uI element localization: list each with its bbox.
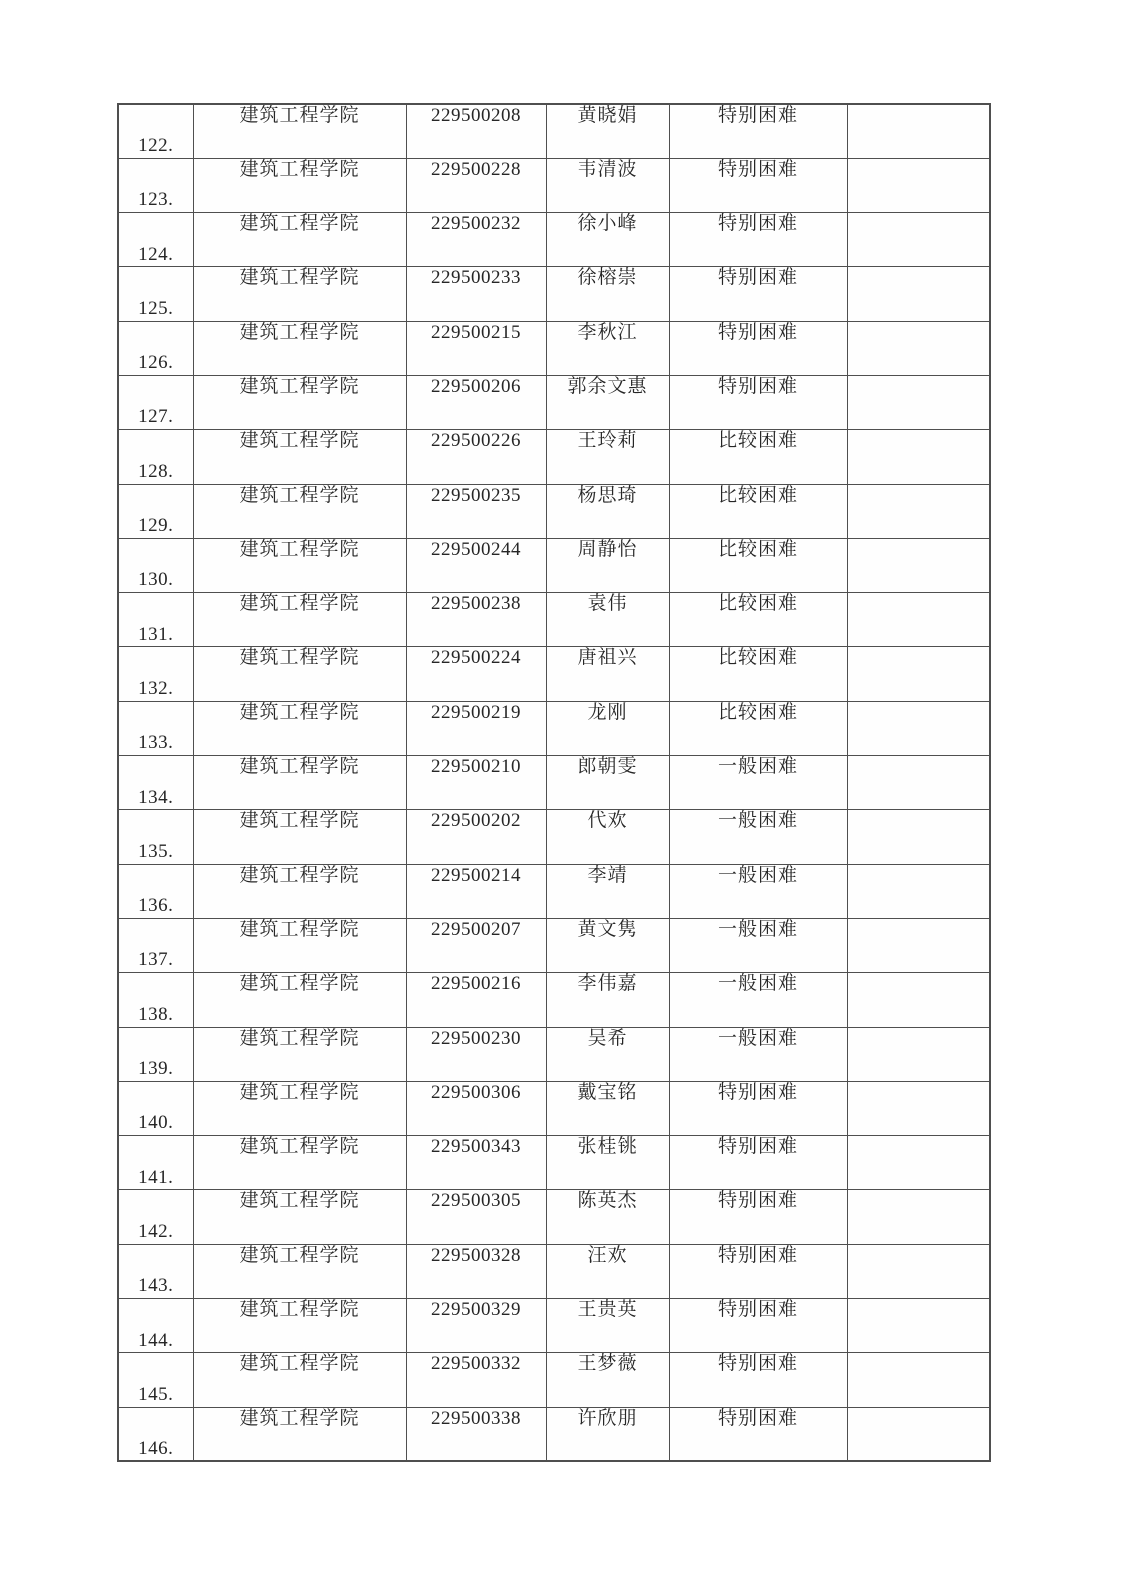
- row-index-cell: 123.: [118, 158, 193, 212]
- row-index-cell: 133.: [118, 701, 193, 755]
- remark-cell: [847, 375, 990, 429]
- difficulty-cell: 比较困难: [669, 593, 847, 647]
- row-index-cell: 125.: [118, 267, 193, 321]
- remark-cell: [847, 484, 990, 538]
- remark-cell: [847, 864, 990, 918]
- table-row: [118, 1407, 990, 1461]
- row-index-cell: 142.: [118, 1190, 193, 1244]
- student-id-cell: 229500207: [406, 918, 546, 972]
- remark-cell: [847, 701, 990, 755]
- table-row: [118, 593, 990, 647]
- student-name-cell: 郎朝雯: [546, 756, 669, 810]
- row-index-cell: 126.: [118, 321, 193, 375]
- remark-cell: [847, 918, 990, 972]
- difficulty-cell: 特别困难: [669, 1407, 847, 1461]
- remark-cell: [847, 321, 990, 375]
- student-name-cell: 徐小峰: [546, 213, 669, 267]
- college-cell: 建筑工程学院: [193, 375, 406, 429]
- row-index-cell: 136.: [118, 864, 193, 918]
- table-row: [118, 647, 990, 701]
- row-index-cell: 124.: [118, 213, 193, 267]
- table-row: [118, 267, 990, 321]
- difficulty-cell: 一般困难: [669, 864, 847, 918]
- student-name-cell: 王玲莉: [546, 430, 669, 484]
- row-index-cell: 139.: [118, 1027, 193, 1081]
- table-row: [118, 104, 990, 158]
- difficulty-cell: 特别困难: [669, 213, 847, 267]
- student-name-cell: 陈英杰: [546, 1190, 669, 1244]
- remark-cell: [847, 267, 990, 321]
- student-id-cell: 229500208: [406, 104, 546, 158]
- student-id-cell: 229500215: [406, 321, 546, 375]
- difficulty-cell: 比较困难: [669, 538, 847, 592]
- table-row: [118, 1244, 990, 1298]
- remark-cell: [847, 430, 990, 484]
- college-cell: 建筑工程学院: [193, 104, 406, 158]
- college-cell: 建筑工程学院: [193, 810, 406, 864]
- table-row: [118, 756, 990, 810]
- student-id-cell: 229500226: [406, 430, 546, 484]
- student-id-cell: 229500216: [406, 973, 546, 1027]
- student-id-cell: 229500233: [406, 267, 546, 321]
- difficulty-cell: 比较困难: [669, 647, 847, 701]
- table-row: [118, 158, 990, 212]
- remark-cell: [847, 104, 990, 158]
- student-name-cell: 李靖: [546, 864, 669, 918]
- college-cell: 建筑工程学院: [193, 864, 406, 918]
- table-row: [118, 430, 990, 484]
- student-id-cell: 229500230: [406, 1027, 546, 1081]
- row-index-cell: 143.: [118, 1244, 193, 1298]
- college-cell: 建筑工程学院: [193, 756, 406, 810]
- difficulty-cell: 一般困难: [669, 1027, 847, 1081]
- student-name-cell: 郭余文惠: [546, 375, 669, 429]
- student-name-cell: 黄文隽: [546, 918, 669, 972]
- student-name-cell: 韦清波: [546, 158, 669, 212]
- remark-cell: [847, 647, 990, 701]
- student-id-cell: 229500343: [406, 1136, 546, 1190]
- remark-cell: [847, 810, 990, 864]
- difficulty-cell: 特别困难: [669, 267, 847, 321]
- table-row: [118, 538, 990, 592]
- table-row: [118, 1136, 990, 1190]
- college-cell: 建筑工程学院: [193, 1136, 406, 1190]
- remark-cell: [847, 158, 990, 212]
- difficulty-cell: 特别困难: [669, 1299, 847, 1353]
- student-name-cell: 戴宝铭: [546, 1081, 669, 1135]
- student-name-cell: 杨思琦: [546, 484, 669, 538]
- table-row: [118, 484, 990, 538]
- remark-cell: [847, 756, 990, 810]
- row-index-cell: 132.: [118, 647, 193, 701]
- student-name-cell: 唐祖兴: [546, 647, 669, 701]
- row-index-cell: 131.: [118, 593, 193, 647]
- difficulty-cell: 特别困难: [669, 1190, 847, 1244]
- table-row: [118, 213, 990, 267]
- remark-cell: [847, 538, 990, 592]
- college-cell: 建筑工程学院: [193, 1027, 406, 1081]
- remark-cell: [847, 1136, 990, 1190]
- difficulty-cell: 一般困难: [669, 973, 847, 1027]
- student-id-cell: 229500306: [406, 1081, 546, 1135]
- student-id-cell: 229500329: [406, 1299, 546, 1353]
- row-index-cell: 145.: [118, 1353, 193, 1407]
- difficulty-cell: 比较困难: [669, 484, 847, 538]
- remark-cell: [847, 1407, 990, 1461]
- difficulty-cell: 特别困难: [669, 1353, 847, 1407]
- student-id-cell: 229500228: [406, 158, 546, 212]
- table-row: [118, 1027, 990, 1081]
- row-index-cell: 138.: [118, 973, 193, 1027]
- table-row: [118, 864, 990, 918]
- table-row: [118, 918, 990, 972]
- difficulty-cell: 比较困难: [669, 701, 847, 755]
- student-name-cell: 周静怡: [546, 538, 669, 592]
- student-name-cell: 龙刚: [546, 701, 669, 755]
- student-id-cell: 229500244: [406, 538, 546, 592]
- difficulty-cell: 一般困难: [669, 810, 847, 864]
- college-cell: 建筑工程学院: [193, 321, 406, 375]
- student-name-cell: 徐榕崇: [546, 267, 669, 321]
- college-cell: 建筑工程学院: [193, 1081, 406, 1135]
- table-row: [118, 1299, 990, 1353]
- college-cell: 建筑工程学院: [193, 973, 406, 1027]
- college-cell: 建筑工程学院: [193, 1190, 406, 1244]
- student-id-cell: 229500328: [406, 1244, 546, 1298]
- row-index-cell: 130.: [118, 538, 193, 592]
- row-index-cell: 134.: [118, 756, 193, 810]
- student-id-cell: 229500232: [406, 213, 546, 267]
- student-id-cell: 229500238: [406, 593, 546, 647]
- student-name-cell: 许欣朋: [546, 1407, 669, 1461]
- student-id-cell: 229500202: [406, 810, 546, 864]
- student-id-cell: 229500338: [406, 1407, 546, 1461]
- student-name-cell: 黄晓娟: [546, 104, 669, 158]
- difficulty-cell: 特别困难: [669, 375, 847, 429]
- student-table-body: [118, 104, 990, 1461]
- college-cell: 建筑工程学院: [193, 1407, 406, 1461]
- college-cell: 建筑工程学院: [193, 267, 406, 321]
- student-id-cell: 229500214: [406, 864, 546, 918]
- college-cell: 建筑工程学院: [193, 430, 406, 484]
- student-id-cell: 229500224: [406, 647, 546, 701]
- student-name-cell: 李秋江: [546, 321, 669, 375]
- college-cell: 建筑工程学院: [193, 593, 406, 647]
- student-aid-table: [117, 103, 991, 1462]
- college-cell: 建筑工程学院: [193, 484, 406, 538]
- table-row: [118, 375, 990, 429]
- difficulty-cell: 特别困难: [669, 1136, 847, 1190]
- student-name-cell: 代欢: [546, 810, 669, 864]
- student-name-cell: 张桂铫: [546, 1136, 669, 1190]
- table-row: [118, 321, 990, 375]
- row-index-cell: 122.: [118, 104, 193, 158]
- student-name-cell: 李伟嘉: [546, 973, 669, 1027]
- student-id-cell: 229500235: [406, 484, 546, 538]
- student-id-cell: 229500206: [406, 375, 546, 429]
- remark-cell: [847, 1299, 990, 1353]
- remark-cell: [847, 213, 990, 267]
- remark-cell: [847, 1190, 990, 1244]
- remark-cell: [847, 1244, 990, 1298]
- remark-cell: [847, 593, 990, 647]
- student-name-cell: 吴希: [546, 1027, 669, 1081]
- row-index-cell: 129.: [118, 484, 193, 538]
- remark-cell: [847, 1081, 990, 1135]
- student-id-cell: 229500332: [406, 1353, 546, 1407]
- student-name-cell: 王梦薇: [546, 1353, 669, 1407]
- college-cell: 建筑工程学院: [193, 538, 406, 592]
- student-id-cell: 229500305: [406, 1190, 546, 1244]
- table-row: [118, 1081, 990, 1135]
- difficulty-cell: 一般困难: [669, 918, 847, 972]
- difficulty-cell: 特别困难: [669, 1081, 847, 1135]
- difficulty-cell: 特别困难: [669, 1244, 847, 1298]
- college-cell: 建筑工程学院: [193, 918, 406, 972]
- row-index-cell: 140.: [118, 1081, 193, 1135]
- difficulty-cell: 特别困难: [669, 158, 847, 212]
- row-index-cell: 141.: [118, 1136, 193, 1190]
- student-id-cell: 229500210: [406, 756, 546, 810]
- difficulty-cell: 特别困难: [669, 104, 847, 158]
- student-name-cell: 汪欢: [546, 1244, 669, 1298]
- table-row: [118, 1353, 990, 1407]
- difficulty-cell: 比较困难: [669, 430, 847, 484]
- row-index-cell: 144.: [118, 1299, 193, 1353]
- row-index-cell: 128.: [118, 430, 193, 484]
- college-cell: 建筑工程学院: [193, 701, 406, 755]
- remark-cell: [847, 973, 990, 1027]
- row-index-cell: 135.: [118, 810, 193, 864]
- remark-cell: [847, 1353, 990, 1407]
- table-row: [118, 701, 990, 755]
- college-cell: 建筑工程学院: [193, 1244, 406, 1298]
- student-name-cell: 王贵英: [546, 1299, 669, 1353]
- college-cell: 建筑工程学院: [193, 647, 406, 701]
- college-cell: 建筑工程学院: [193, 1299, 406, 1353]
- difficulty-cell: 特别困难: [669, 321, 847, 375]
- row-index-cell: 137.: [118, 918, 193, 972]
- remark-cell: [847, 1027, 990, 1081]
- table-row: [118, 1190, 990, 1244]
- table-row: [118, 973, 990, 1027]
- college-cell: 建筑工程学院: [193, 213, 406, 267]
- row-index-cell: 146.: [118, 1407, 193, 1461]
- college-cell: 建筑工程学院: [193, 158, 406, 212]
- college-cell: 建筑工程学院: [193, 1353, 406, 1407]
- table-row: [118, 810, 990, 864]
- student-id-cell: 229500219: [406, 701, 546, 755]
- difficulty-cell: 一般困难: [669, 756, 847, 810]
- student-name-cell: 袁伟: [546, 593, 669, 647]
- row-index-cell: 127.: [118, 375, 193, 429]
